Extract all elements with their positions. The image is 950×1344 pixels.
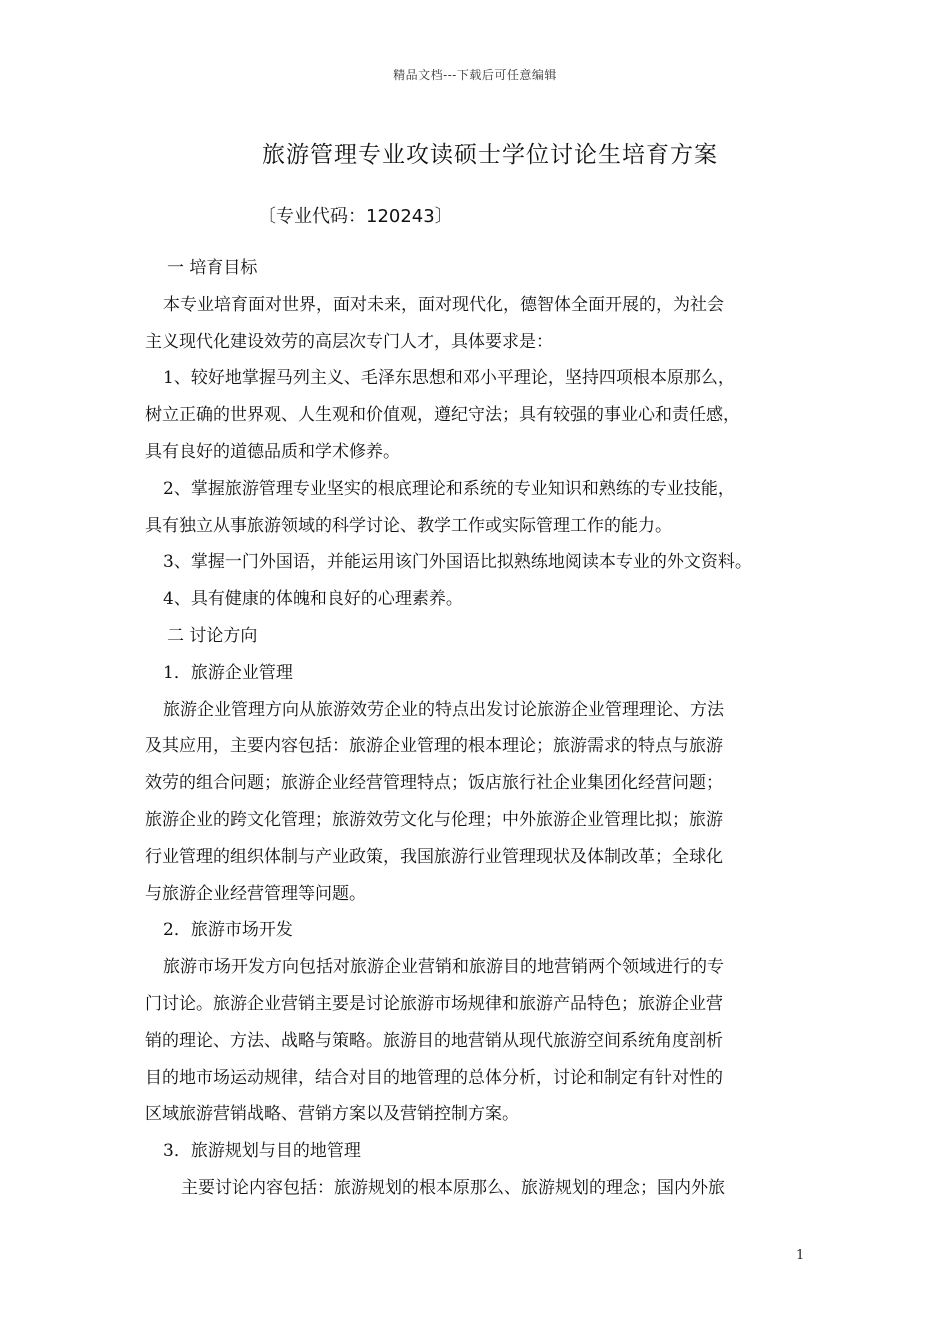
paragraph-line: 旅游市场开发方向包括对旅游企业营销和旅游目的地营销两个领域进行的专	[163, 957, 724, 978]
paragraph-line: 主义现代化建设效劳的高层次专门人才，具体要求是：	[145, 331, 553, 352]
paragraph-line: 目的地市场运动规律，结合对目的地管理的总体分析，讨论和制定有针对性的	[145, 1067, 723, 1088]
paragraph-line: 旅游企业管理方向从旅游效劳企业的特点出发讨论旅游企业管理理论、方法	[163, 699, 724, 720]
paragraph-line: 效劳的组合问题；旅游企业经营管理特点；饭店旅行社企业集团化经营问题；	[145, 773, 723, 794]
paragraph-line: 本专业培育面对世界，面对未来，面对现代化，德智体全面开展的，为社会	[163, 294, 724, 315]
paragraph-line: 1、较好地掌握马列主义、毛泽东思想和邓小平理论，坚持四项根本原那么，	[163, 368, 735, 389]
header-note: 精品文档---下载后可任意编辑	[393, 68, 557, 82]
paragraph-line: 行业管理的组织体制与产业政策，我国旅游行业管理现状及体制改革；全球化	[145, 846, 723, 867]
paragraph-line: 2、掌握旅游管理专业坚实的根底理论和系统的专业知识和熟练的专业技能，	[163, 478, 735, 499]
paragraph-line: 2．旅游市场开发	[163, 920, 293, 941]
paragraph-line: 主要讨论内容包括：旅游规划的根本原那么、旅游规划的理念；国内外旅	[181, 1177, 725, 1198]
section-heading: 一 培育目标	[167, 258, 258, 278]
paragraph-line: 及其应用，主要内容包括：旅游企业管理的根本理论；旅游需求的特点与旅游	[145, 736, 723, 757]
major-code: 〔专业代码：120243〕	[258, 206, 453, 227]
paragraph-line: 旅游企业的跨文化管理；旅游效劳文化与伦理；中外旅游企业管理比拟；旅游	[145, 809, 723, 830]
page-title: 旅游管理专业攻读硕士学位讨论生培育方案	[262, 142, 718, 168]
paragraph-line: 1．旅游企业管理	[163, 662, 293, 683]
paragraph-line: 区域旅游营销战略、营销方案以及营销控制方案。	[145, 1104, 519, 1125]
paragraph-line: 3、掌握一门外国语，并能运用该门外国语比拟熟练地阅读本专业的外文资料。	[163, 552, 752, 573]
page-number: 1	[796, 1248, 805, 1263]
section-heading: 二 讨论方向	[167, 625, 258, 646]
paragraph-line: 门讨论。旅游企业营销主要是讨论旅游市场规律和旅游产品特色；旅游企业营	[145, 993, 723, 1014]
paragraph-line: 销的理论、方法、战略与策略。旅游目的地营销从现代旅游空间系统角度剖析	[145, 1030, 723, 1051]
paragraph-line: 具有独立从事旅游领域的科学讨论、教学工作或实际管理工作的能力。	[145, 515, 672, 536]
paragraph-line: 具有良好的道德品质和学术修养。	[145, 441, 400, 462]
paragraph-line: 3．旅游规划与目的地管理	[163, 1141, 361, 1162]
paragraph-line: 与旅游企业经营管理等问题。	[145, 883, 366, 904]
paragraph-line: 4、具有健康的体魄和良好的心理素养。	[163, 589, 463, 610]
paragraph-line: 树立正确的世界观、人生观和价值观，遵纪守法；具有较强的事业心和责任感，	[145, 405, 740, 426]
document-body	[145, 250, 825, 1207]
